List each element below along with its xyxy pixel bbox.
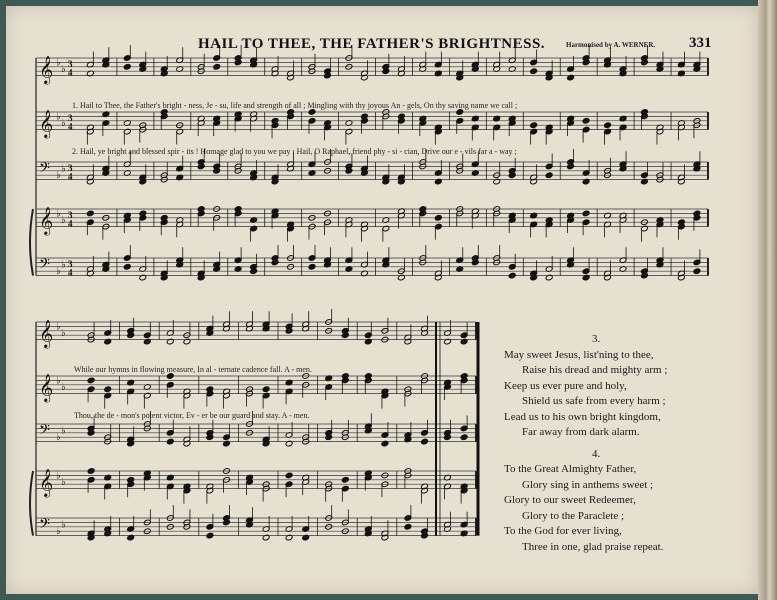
flat-sign: ♭: [56, 57, 61, 69]
lyric-line-4: Thou, the de - mon's potent victor, Ev - er be our guard and stay. A - men.: [74, 411, 310, 420]
flat-sign: ♭: [61, 64, 66, 75]
lyric-line-3: While our hymns in flowing measure, In al - ternate cadence fall. A - men.: [74, 365, 312, 374]
verse-number: 3.: [592, 333, 601, 345]
note-head: [123, 64, 131, 71]
bass-clef: 𝄢: [39, 256, 50, 277]
note-head: [530, 122, 538, 129]
verse-line: Glory sing in anthems sweet ;: [522, 478, 654, 491]
flat-sign: ♭: [56, 432, 61, 444]
flat-sign: ♭: [61, 118, 66, 129]
note-head: [434, 215, 442, 222]
treble-clef: 𝄞: [39, 468, 54, 497]
book-edge: [758, 0, 777, 600]
flat-sign: ♭: [61, 163, 66, 175]
hymnal-page: [6, 6, 758, 594]
verse-line: Glory to our sweet Redeemer,: [504, 494, 636, 506]
verse-line: Lead us to his own bright kingdom,: [504, 410, 661, 423]
treble-clef: 𝄞: [39, 206, 54, 235]
note-head: [308, 264, 316, 271]
flat-sign: ♭: [56, 266, 61, 278]
note-head: [604, 122, 612, 129]
note-head: [213, 64, 221, 71]
flat-sign: ♭: [56, 170, 61, 182]
note-head: [341, 477, 349, 484]
verse-line: Far away from dark alarm.: [522, 426, 640, 438]
lyric-line-verse-2: 2. Hail, ye bright and blessed spir - its ! Homage glad to you we pay ; Hail, O Raphael, friend phy - si - cian, Drive our e - vils far a - way ;: [72, 147, 517, 156]
note-head: [530, 68, 538, 75]
brace: [30, 209, 33, 276]
bass-clef: 𝄢: [39, 422, 50, 443]
time-signature: 3: [68, 112, 73, 123]
harmonizer-credit: Harmonised by A. WERNER.: [566, 41, 656, 49]
verse-line: Keep us ever pure and holy,: [504, 379, 627, 392]
bass-clef: 𝄢: [39, 516, 50, 537]
time-signature: 4: [68, 67, 73, 78]
verse-line: To the Great Almighty Father,: [504, 463, 637, 475]
flat-sign: ♭: [56, 111, 61, 123]
treble-clef: 𝄞: [39, 109, 54, 138]
treble-clef: 𝄞: [39, 373, 54, 402]
time-signature: 3: [68, 58, 73, 69]
verse-line: Shield us safe from every harm ;: [522, 395, 666, 407]
verse-line: To the God for ever living,: [504, 525, 622, 537]
flat-sign: ♭: [61, 519, 66, 531]
time-signature: 3: [68, 258, 73, 269]
flat-sign: ♭: [61, 215, 66, 226]
time-signature: 3: [68, 209, 73, 220]
note-head: [693, 268, 701, 275]
verse-line: Raise his dread and mighty arm ;: [522, 364, 668, 376]
note-head: [166, 438, 174, 445]
verse-number: 4.: [592, 447, 601, 460]
time-signature: 4: [68, 171, 73, 182]
extra-verses: [504, 332, 744, 555]
note-head: [104, 386, 112, 393]
note-head: [285, 472, 293, 479]
note-head: [545, 172, 553, 179]
flat-sign: ♭: [61, 425, 66, 437]
note-head: [582, 210, 590, 217]
verse-line: Glory to the Paraclete ;: [522, 509, 625, 522]
note-head: [262, 386, 270, 393]
note-head: [421, 438, 429, 445]
lyric-line-verse-1: 1. Hail to Thee, the Father's bright - ness, Je - su, life and strength of all ; Mingling with thy joyous An - gels, On thy saving name we call ;: [72, 101, 518, 110]
note-head: [582, 118, 590, 125]
flat-sign: ♭: [56, 526, 61, 538]
flat-sign: ♭: [61, 328, 66, 339]
flat-sign: ♭: [56, 375, 61, 387]
flat-sign: ♭: [61, 382, 66, 393]
time-signature: 4: [68, 121, 73, 132]
note-head: [206, 532, 214, 539]
note-head: [460, 434, 468, 441]
brace: [30, 471, 33, 536]
note-head: [87, 377, 95, 384]
note-head: [508, 272, 516, 279]
flat-sign: ♭: [56, 208, 61, 220]
verse-line: Three in one, glad praise repeat.: [522, 540, 664, 553]
flat-sign: ♭: [61, 477, 66, 488]
time-signature: 4: [68, 218, 73, 229]
time-signature: 3: [68, 162, 73, 173]
flat-sign: ♭: [61, 259, 66, 271]
bass-clef: 𝄢: [39, 160, 50, 181]
note-head: [87, 468, 95, 475]
flat-sign: ♭: [56, 321, 61, 333]
treble-clef: 𝄞: [39, 55, 54, 84]
flat-sign: ♭: [56, 470, 61, 482]
treble-clef: 𝄞: [39, 319, 54, 348]
note-head: [123, 264, 131, 271]
time-signature: 4: [68, 267, 73, 278]
hymn-title: HAIL TO THEE, THE FATHER'S BRIGHTNESS.: [198, 36, 546, 52]
verse-line: May sweet Jesus, list'ning to thee,: [504, 348, 654, 361]
page-number: 331: [689, 35, 712, 51]
note-head: [86, 210, 94, 217]
note-head: [404, 524, 412, 531]
